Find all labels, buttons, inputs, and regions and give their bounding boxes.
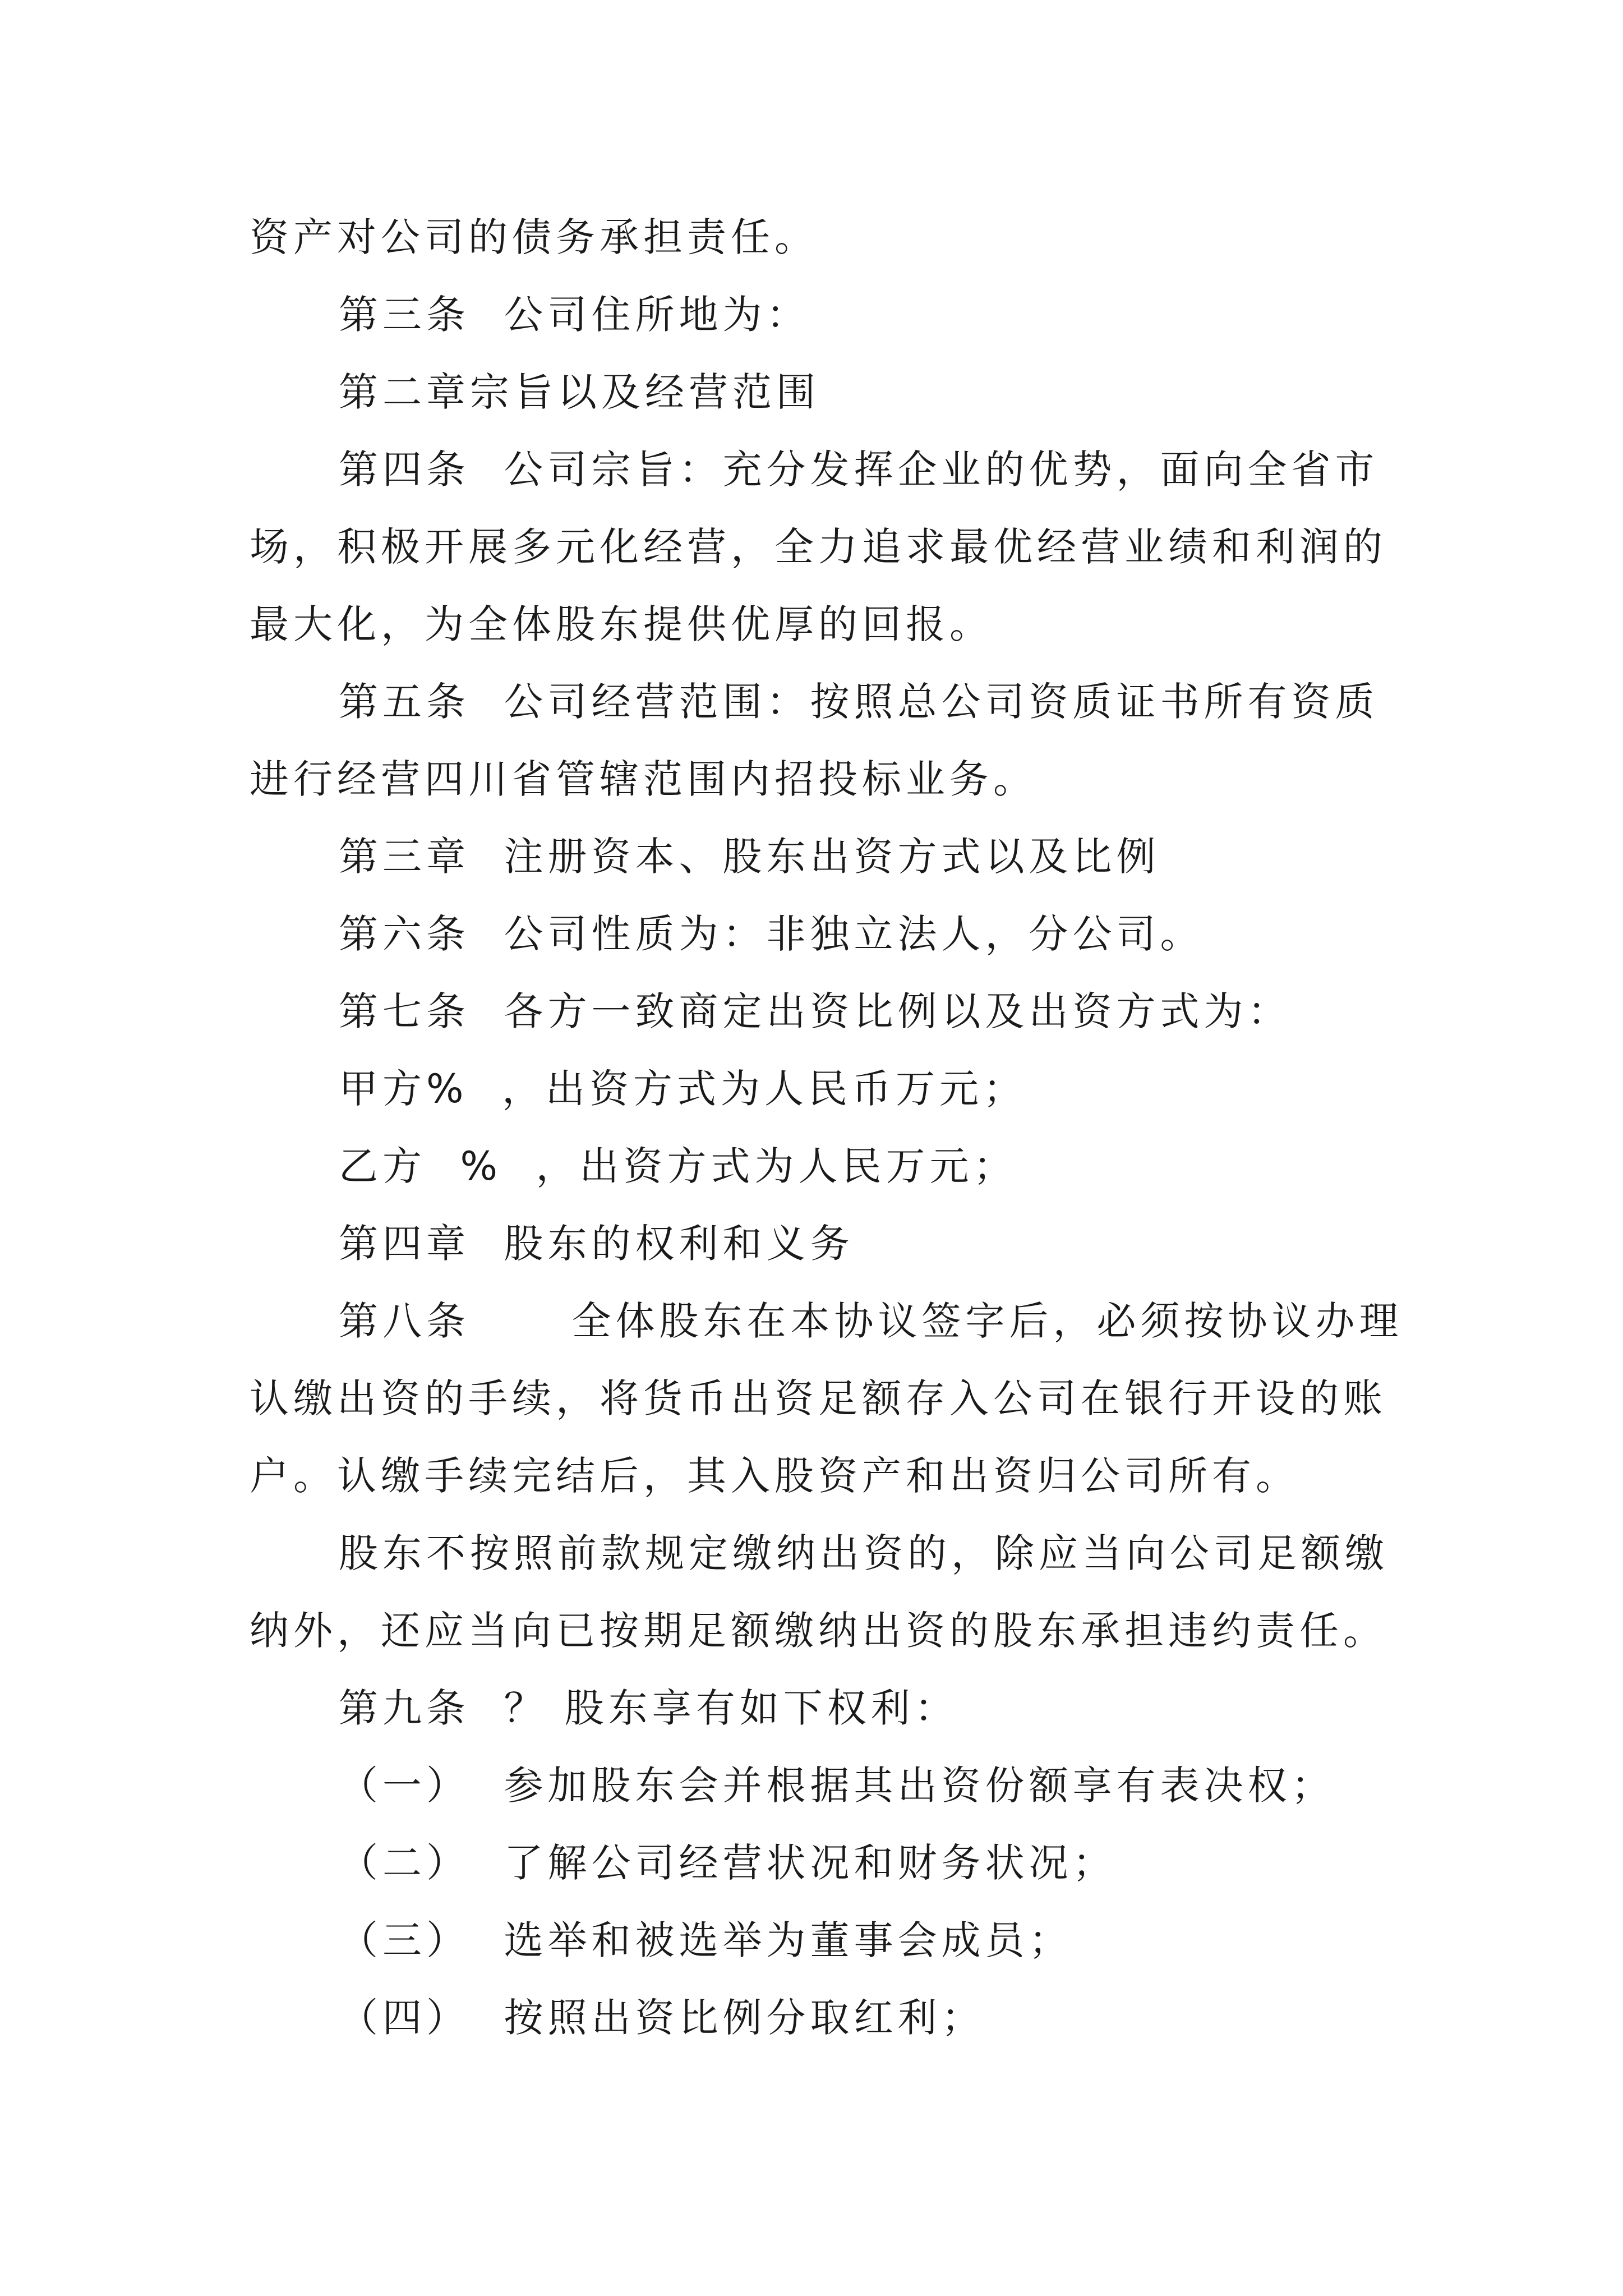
text-line: 场，积极开展多元化经营，全力追求最优经营业绩和利润的 [250,524,1387,570]
article-3-line: 第三条 公司住所地为： [339,292,810,338]
text-line: 最大化，为全体股东提供优厚的回报。 [250,601,993,647]
list-item: （二） 了解公司经营状况和财务状况； [339,1840,1117,1886]
chapter-3-heading: 第三章 注册资本、股东出资方式以及比例 [339,834,1160,880]
text-line: 纳外，还应当向已按期足额缴纳出资的股东承担违约责任。 [250,1608,1387,1654]
article-9-line: 第九条 ？ 股东享有如下权利： [339,1685,958,1731]
article-4-line: 第四条 公司宗旨：充分发挥企业的优势，面向全省市 [339,447,1379,493]
paragraph-line: 股东不按照前款规定缴纳出资的，除应当向公司足额缴 [339,1530,1389,1576]
article-6-line: 第六条 公司性质为：非独立法人，分公司。 [339,911,1204,957]
text-line: 认缴出资的手续，将货币出资足额存入公司在银行开设的账 [250,1375,1387,1421]
chapter-4-heading: 第四章 股东的权利和义务 [339,1221,854,1267]
party-b-line: 乙方 % ，出资方式为人民万元； [339,1143,1017,1189]
article-8-line: 第八条 全体股东在本协议签字后，必须按协议办理 [339,1298,1403,1344]
list-item: （四） 按照出资比例分取红利； [339,1995,985,2041]
chapter-2-heading: 第二章宗旨以及经营范围 [339,369,820,415]
text-line: 户。认缴手续完结后，其入股资产和出资归公司所有。 [250,1453,1299,1499]
text-line: 资产对公司的债务承担责任。 [250,214,818,260]
party-a-line: 甲方% ，出资方式为人民币万元； [339,1066,1027,1112]
list-item: （三） 选举和被选举为董事会成员； [339,1917,1073,1963]
article-5-line: 第五条 公司经营范围：按照总公司资质证书所有资质 [339,679,1379,725]
list-item: （一） 参加股东会并根据其出资份额享有表决权； [339,1763,1335,1809]
article-7-line: 第七条 各方一致商定出资比例以及出资方式为： [339,988,1292,1034]
text-line: 进行经营四川省管辖范围内招投标业务。 [250,756,1037,802]
